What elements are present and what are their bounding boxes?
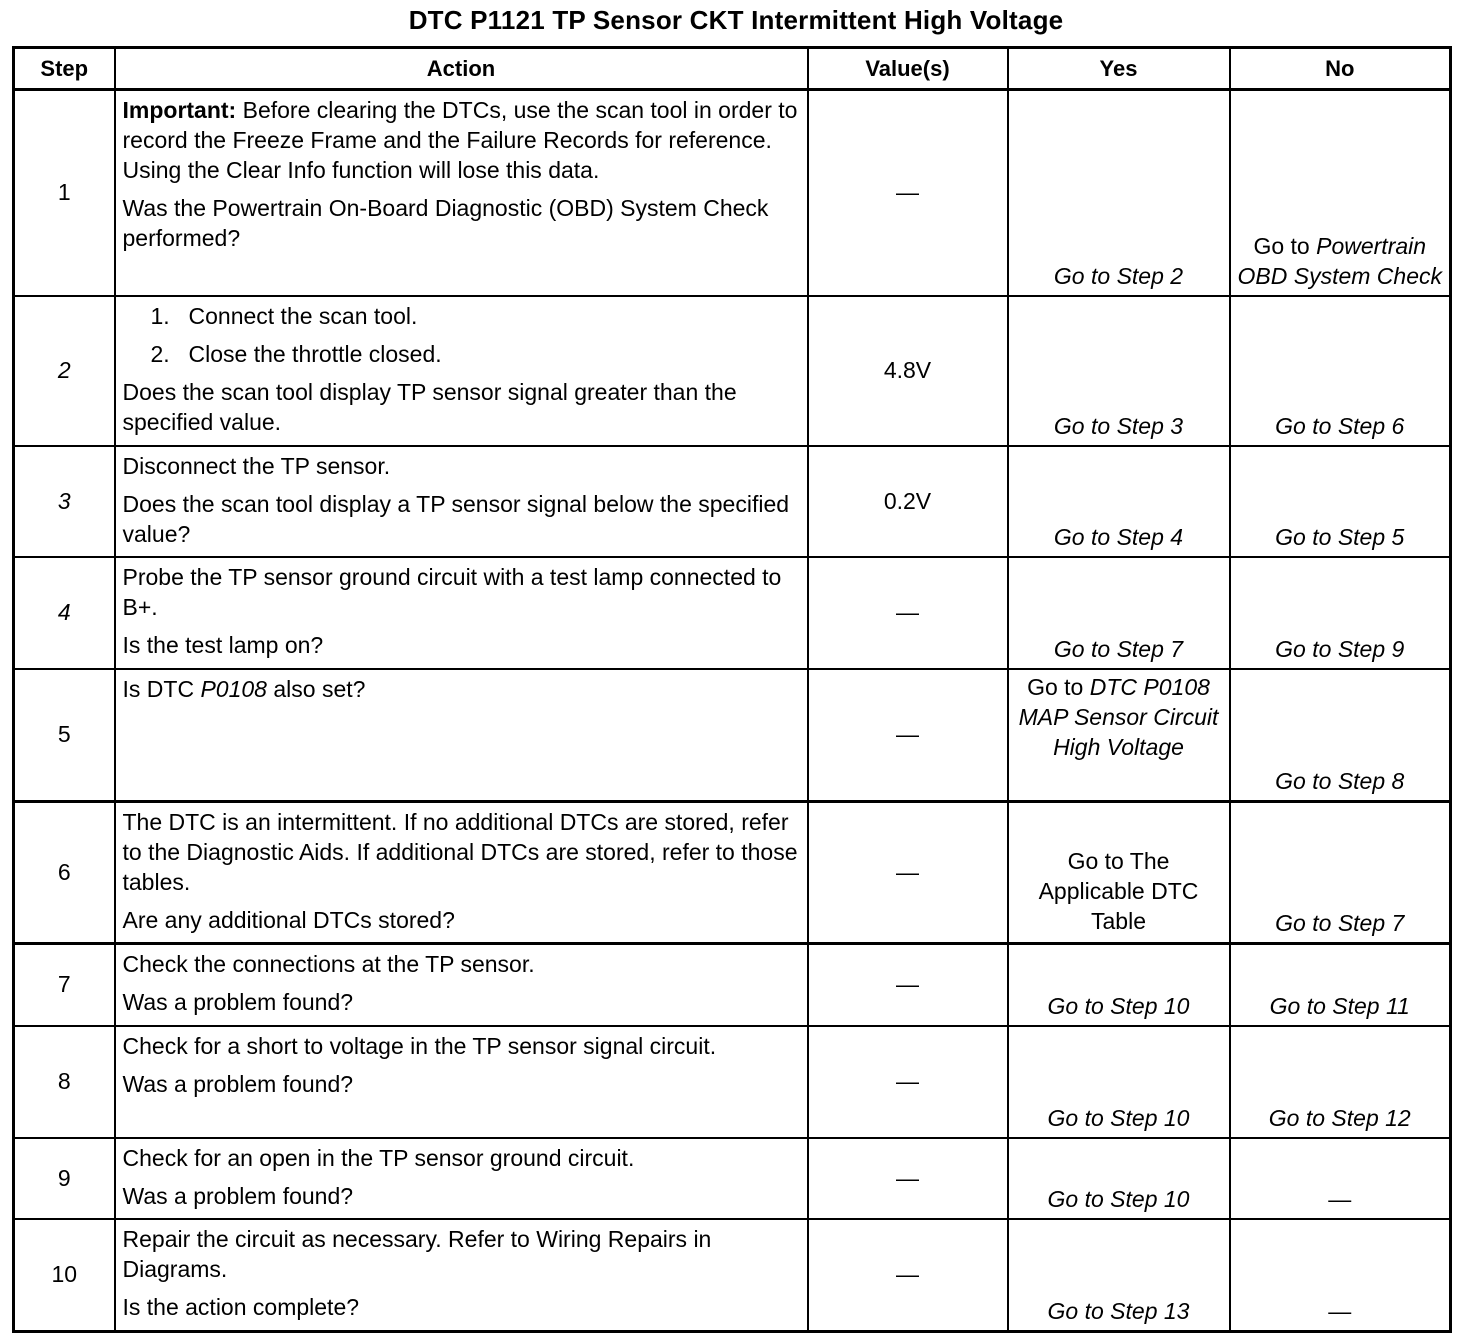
step-number: 5 (14, 669, 115, 802)
step-number: 7 (14, 944, 115, 1026)
no-cell: — (1230, 1219, 1451, 1332)
action-text: Check for a short to voltage in the TP sensor signal circuit. (122, 1032, 717, 1059)
yes-link[interactable]: Go to The Applicable DTC Table (1008, 802, 1230, 944)
no-link[interactable]: Go to Step 5 (1230, 446, 1451, 557)
action-cell (115, 1219, 808, 1332)
action-question: Is the action complete? (122, 1293, 360, 1320)
action-question: Was a problem found? (122, 1182, 354, 1209)
step-number: 10 (14, 1219, 115, 1332)
header-values: Value(s) (808, 48, 1008, 90)
value-cell: 0.2V (808, 446, 1008, 557)
diagnostic-table (12, 46, 1452, 1333)
action-question: Is the test lamp on? (122, 631, 324, 658)
value-cell: — (808, 1219, 1008, 1332)
header-step: Step (14, 48, 115, 90)
action-cell (115, 296, 808, 446)
action-text: Is DTC (122, 675, 201, 702)
value-cell: — (808, 1026, 1008, 1138)
no-link[interactable]: Go to Step 12 (1230, 1026, 1451, 1138)
table-header-row (14, 48, 1451, 90)
no-cell: — (1230, 1138, 1451, 1219)
action-text: Check for an open in the TP sensor ground circuit. (122, 1144, 635, 1171)
no-link[interactable]: Go to Step 8 (1230, 669, 1451, 802)
value-cell: 4.8V (808, 296, 1008, 446)
action-question: Was a problem found? (122, 989, 354, 1015)
dtc-code: P0108 (200, 675, 267, 702)
step-number: 2 (14, 296, 115, 446)
action-text: The DTC is an intermittent. If no additional DTCs are stored, refer to the Diagnostic Aids. If additional DTCs are stored, refer to those tables. (122, 809, 798, 895)
value-cell: — (808, 90, 1008, 296)
step-number: 1 (14, 90, 115, 296)
value-cell: — (808, 1138, 1008, 1219)
header-no: No (1230, 48, 1451, 90)
step-number: 9 (14, 1138, 115, 1219)
list-item: 1. Connect the scan tool. (150, 302, 418, 329)
table-row (14, 1219, 1451, 1332)
action-cell (115, 557, 808, 669)
yes-link[interactable]: DTC P0108 MAP Sensor Circuit High Voltage (1018, 673, 1219, 760)
action-cell (115, 1138, 808, 1219)
no-link[interactable]: Go to Step 6 (1230, 296, 1451, 446)
action-cell (115, 944, 808, 1026)
yes-link[interactable]: Go to Step 3 (1008, 296, 1230, 446)
yes-link[interactable]: Go to Step 7 (1008, 557, 1230, 669)
action-question: Does the scan tool display TP sensor signal greater than the specified value. (122, 378, 737, 435)
action-text: Before clearing the DTCs, use the scan tool in order to record the Freeze Frame and the Failure Records for reference. Using the Clear Info function will lose this data. (122, 97, 798, 183)
table-row (14, 90, 1451, 296)
yes-link[interactable]: Go to Step 10 (1008, 944, 1230, 1026)
list-item: 2. Close the throttle closed. (150, 340, 442, 367)
step-number: 6 (14, 802, 115, 944)
action-text: Probe the TP sensor ground circuit with a test lamp connected to B+. (122, 563, 782, 620)
step-number: 8 (14, 1026, 115, 1138)
value-cell: — (808, 669, 1008, 802)
header-action: Action (115, 48, 808, 90)
yes-link[interactable]: Go to Step 4 (1008, 446, 1230, 557)
table-row (14, 557, 1451, 669)
header-yes: Yes (1008, 48, 1230, 90)
action-cell (115, 90, 808, 296)
no-link[interactable]: Go to Step 7 (1230, 802, 1451, 944)
action-question: Was the Powertrain On-Board Diagnostic (OBD) System Check performed? (122, 195, 769, 251)
value-cell: — (808, 802, 1008, 944)
no-link[interactable]: Go to Step 9 (1230, 557, 1451, 669)
action-cell (115, 446, 808, 557)
table-row (14, 1026, 1451, 1138)
no-link[interactable]: Go to Step 11 (1230, 944, 1451, 1026)
important-label: Important: (122, 97, 237, 123)
action-question: Does the scan tool display a TP sensor signal below the specified value? (122, 490, 790, 547)
table-row (14, 669, 1451, 802)
yes-link[interactable]: Go to Step 10 (1008, 1026, 1230, 1138)
no-link[interactable]: Powertrain OBD System Check (1237, 232, 1442, 289)
action-cell: Is DTC P0108 also set? (115, 669, 808, 802)
table-row (14, 296, 1451, 446)
no-cell[interactable] (1230, 90, 1451, 296)
value-cell: — (808, 944, 1008, 1026)
table-row (14, 944, 1451, 1026)
action-text: Check the connections at the TP sensor. (122, 951, 535, 977)
action-question: Was a problem found? (122, 1070, 354, 1097)
value-cell: — (808, 557, 1008, 669)
no-prefix: Go to (1253, 232, 1317, 259)
action-text: Disconnect the TP sensor. (122, 452, 391, 479)
table-row (14, 802, 1451, 944)
step-number: 4 (14, 557, 115, 669)
action-cell (115, 1026, 808, 1138)
action-question: Are any additional DTCs stored? (122, 907, 455, 933)
yes-link[interactable]: Go to Step 13 (1008, 1219, 1230, 1332)
yes-cell[interactable] (1008, 669, 1230, 802)
table-row (14, 446, 1451, 557)
table-row (14, 1138, 1451, 1219)
action-text: Repair the circuit as necessary. Refer to Wiring Repairs in Diagrams. (122, 1225, 712, 1282)
yes-link[interactable]: Go to Step 2 (1008, 90, 1230, 296)
action-steps-list (123, 301, 801, 369)
yes-link[interactable]: Go to Step 10 (1008, 1138, 1230, 1219)
yes-prefix: Go to (1027, 673, 1090, 700)
action-cell (115, 802, 808, 944)
page-title: DTC P1121 TP Sensor CKT Intermittent High Voltage (408, 5, 1064, 35)
step-number: 3 (14, 446, 115, 557)
